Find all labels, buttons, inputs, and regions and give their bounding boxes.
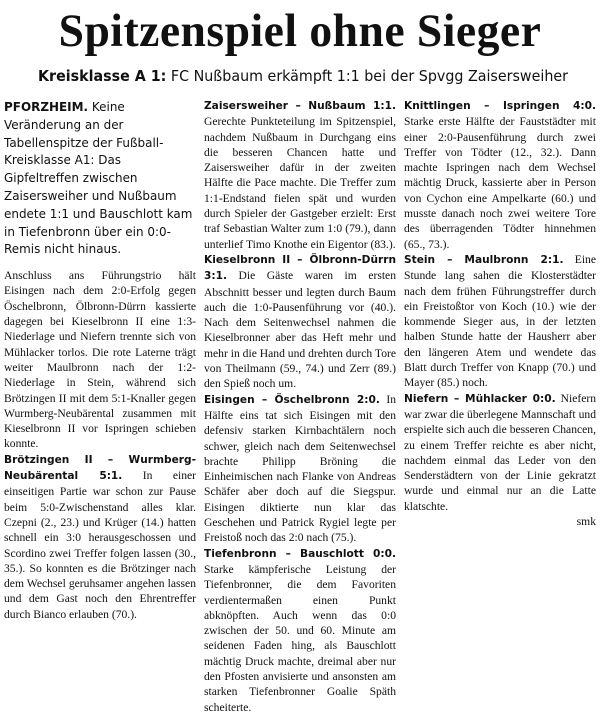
section-heading: Eisingen – Öschelbronn 2:0. — [204, 393, 380, 406]
dateline: PFORZHEIM. — [4, 99, 89, 114]
column-2 — [204, 98, 396, 715]
section-eisingen — [204, 392, 396, 546]
section-heading: Niefern – Mühlacker 0:0. — [404, 392, 556, 405]
section-heading: Knittlingen – Ispringen 4:0. — [404, 100, 596, 112]
section-heading: Zaisersweiher – Nußbaum 1:1. — [204, 100, 396, 112]
section-knittlingen — [404, 98, 596, 252]
section-text: Niefern war zwar die überlegene Mannschaft und erspielte sich auch die besseren Chancen, zu einem Treffer reichte es aber nicht, nachdem einmal das Leder von den Senderstädtern von der Linie gekratzt wurde und einmal nur an die Latte klatschte. — [404, 391, 596, 513]
author-signature: smk — [576, 515, 596, 529]
section-text: Die Gäste waren im ersten Abschnitt besser und legten durch Baum auch die 1:0-Pausenführung vor (40.). Nach dem Seitenwechsel nahmen die Kieselbronner aber das Heft mehr und mehr in die Hand und drehten durch Tore von Theilmann (59., 74.) und Zerr (89.) den Spieß noch um. — [204, 269, 396, 391]
section-heading: Brötzingen II – Wurmberg-Neubärental 5:1. — [4, 453, 196, 483]
intro-paragraph: Anschluss ans Führungstrio hält Eisingen nach dem 2:0-Erfolg gegen Öschelbronn, Ölbronn-Dürrn kassierte dagegen bei Kieselbronn II eine 1:3-Niederlage und Niefern trennte sich von Mühlacker torlos. Die rote Laterne trägt weiter Maulbronn nach der 1:2-Niederlage in Stein, während sich Brötzingen II mit dem 5:1-Knaller gegen Wurmberg-Neubärental zusammen mit Kieselbronn II vor Ispringen schieben konnte. — [4, 269, 196, 451]
subhead-text: FC Nußbaum erkämpft 1:1 bei der Spvgg Zaisersweiher — [170, 67, 569, 85]
section-text: Starke erste Hälfte der Fauststädter mit einer 2:0-Pausenführung durch zwei Treffer von Tödter (12., 32.). Dann machte Ispringen nach dem Wechsel mächtig Druck, kassierte aber in Person von Cychon eine Ampelkarte (60.) und musste danach noch zwei weitere Tore des überragenden Tödter hinnehmen (65., 73.). — [404, 115, 596, 251]
section-stein — [404, 252, 596, 391]
section-niefern — [404, 391, 596, 514]
headline: Spitzenspiel ohne Sieger — [58, 5, 542, 57]
lead-text: Keine Veränderung an der Tabellenspitze der Fußball-Kreisklasse A1: Das Gipfeltreffen zwischen Zaisersweiher und Nußbaum endete 1:1 und Bauschlott kam in Tiefenbronn über ein 0:0-Remis nicht hinaus. — [4, 99, 193, 257]
section-tiefenbronn — [204, 546, 396, 715]
subhead-kicker: Kreisklasse A 1: — [38, 67, 167, 85]
section-broetzingen — [4, 452, 196, 622]
section-text: In Hälfte eins tat sich Eisingen mit den defensiv starken Kirnbachtälern noch schwer, gleich nach dem Seitenwechsel brachte Philipp Bröning die Einheimischen nach Flanke von Andreas Schäfer aber doch auf die Siegspur. Eisingen diktierte nun klar das Geschehen und Patrick Rygiel legte per Freistoß noch das 2:0 nach (75.). — [204, 392, 396, 545]
column-3 — [404, 98, 596, 529]
section-heading: Tiefenbronn – Bauschlott 0:0. — [204, 547, 396, 560]
section-heading: Stein – Maulbronn 2:1. — [404, 253, 564, 266]
section-kieselbronn — [204, 252, 396, 392]
section-heading: Kieselbronn II – Ölbronn-Dürrn 3:1. — [204, 253, 396, 283]
subhead — [38, 66, 569, 86]
section-text: Eine Stunde lang sahen die Klosterstädter nach dem frühen Führungstreffer durch ein Freistoßtor von Koch (10.) wie der kommende Sieger aus, in der letzten halben Stunde hatte der Hausherr aber den längeren Atem und wendete das Blatt durch Treffer von Knapp (70.) und Mayer (85.) noch. — [404, 252, 596, 390]
section-zaisersweiher — [204, 98, 396, 252]
section-text: Gerechte Punkteteilung im Spitzenspiel, nachdem Nußbaum in Durchgang eins die besseren Chancen hatte und Zaisersweiher dafür in der zweiten Hälfte die Pace machte. Die Treffer zum 1:1-Endstand fielen spät und wurden durch Spieler der Gastgeber erzielt: Erst traf Sebastian Walter zum 1:0 (79.), dann unterlief Timo Knothe ein Eigentor (83.). — [204, 115, 396, 251]
section-text: Starke kämpferische Leistung der Tiefenbronner, die dem Favoriten verdientermaßen einen Punkt abknöpften. Auch wenn das 0:0 zwischen der 50. und 60. Minute am seidenen Faden hing, als Bauschlott mächtig Druck machte, dreimal aber nur den Pfosten anvisierte und ansonsten am starken Tiefenbronner Goalie Späth scheiterte. — [204, 562, 396, 714]
column-1 — [4, 98, 196, 622]
section-text: In einer einseitigen Partie war schon zur Pause beim 5:0-Zwischenstand alles klar. Czepni (2., 23.) und Krüger (14.) hatten schnell ein 3:0 herausgeschossen und Scordino zwei Treffer folgen lassen (30., 35.). So konnten es die Brötzinger nach dem Wechsel geruhsamer angehen lassen und dem Gast noch den Ehrentreffer durch Bianco erlauben (70.). — [4, 469, 196, 621]
lead-paragraph — [4, 98, 196, 258]
